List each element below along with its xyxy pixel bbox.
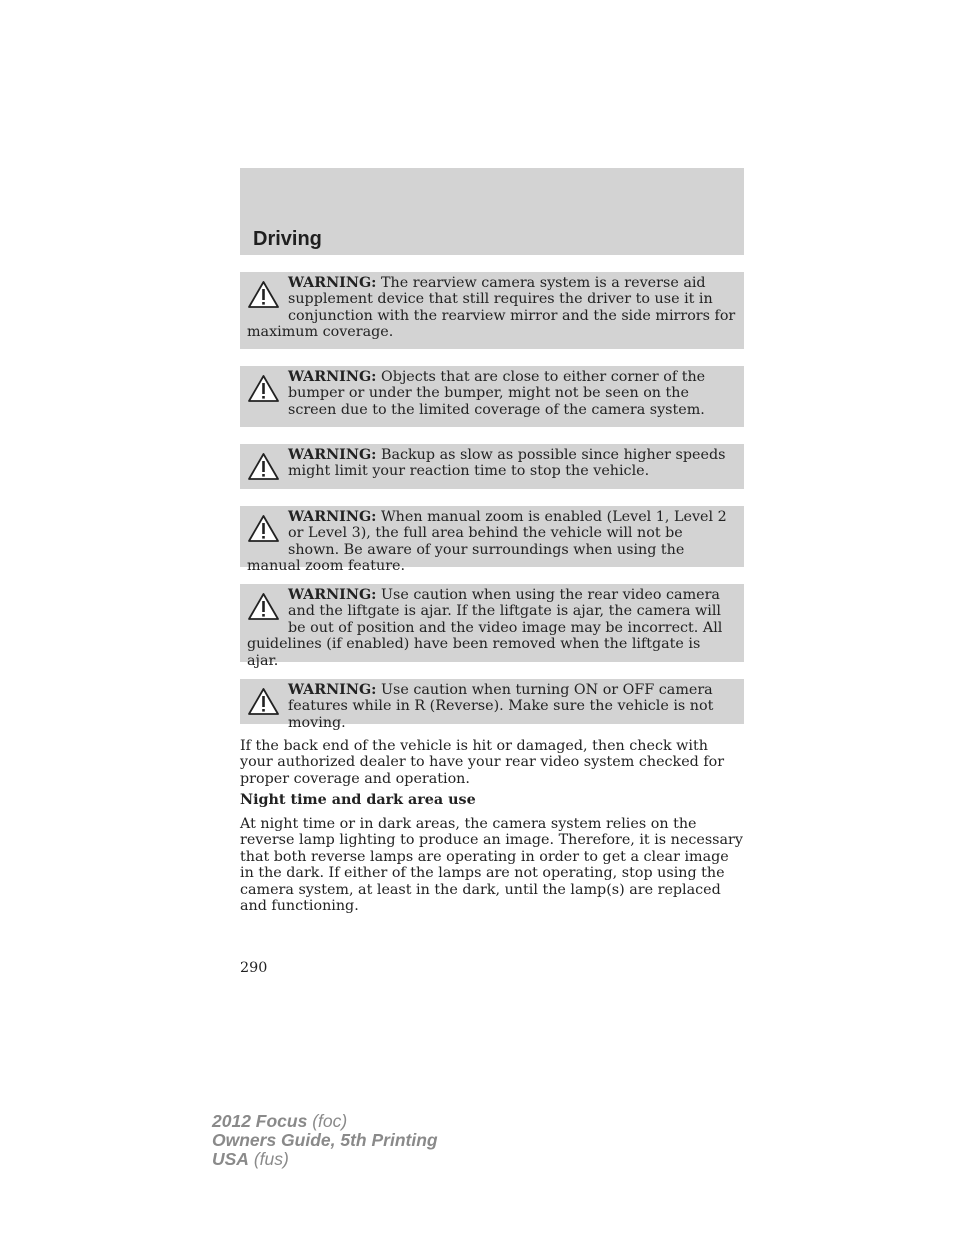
subheading: Night time and dark area use	[240, 792, 476, 808]
section-header	[240, 168, 744, 255]
footer-market-code: (fus)	[253, 1149, 289, 1169]
footer-market: USA	[212, 1149, 249, 1169]
footer-model-code: (foc)	[312, 1111, 348, 1131]
footer-line	[212, 1112, 438, 1131]
warning-triangle-icon	[247, 280, 280, 310]
warning-box	[240, 679, 744, 731]
footer-imprint	[212, 1112, 438, 1169]
warning-text: Objects that are close to either corner of the bumper or under the bumper, might not be seen on the screen due to the limited coverage of the camera system.	[288, 369, 706, 418]
warning-text: Backup as slow as possible since higher speeds might limit your reaction time to stop the vehicle.	[288, 447, 726, 480]
section-title: Driving	[253, 228, 322, 250]
body-paragraph: If the back end of the vehicle is hit or damaged, then check with your authorized dealer to have your rear video system checked for proper coverage and operation.	[240, 738, 725, 787]
warning-label: WARNING:	[288, 369, 377, 385]
warning-triangle-icon	[247, 374, 280, 404]
warning-text: Use caution when using the rear video camera and the liftgate is ajar. If the liftgate is ajar, the camera will be out of position and the video image may be incorrect. All guidelines (if enabled) have been removed when the liftgate is ajar.	[247, 587, 723, 669]
footer-line	[212, 1150, 438, 1169]
warning-label: WARNING:	[288, 587, 377, 603]
footer-line	[212, 1131, 438, 1150]
warning-triangle-icon	[247, 452, 280, 482]
warning-triangle-icon	[247, 687, 280, 717]
footer-model: 2012 Focus	[212, 1111, 308, 1131]
warning-text: When manual zoom is enabled (Level 1, Level 2 or Level 3), the full area behind the vehicle will not be shown. Be aware of your surroundings when using the manual zoom feature.	[247, 509, 727, 575]
warning-label: WARNING:	[288, 275, 377, 291]
warning-triangle-icon	[247, 514, 280, 544]
footer-guide: Owners Guide, 5th Printing	[212, 1130, 438, 1150]
warning-box	[240, 366, 744, 427]
body-paragraph: At night time or in dark areas, the camera system relies on the reverse lamp lighting to produce an image. Therefore, it is necessary that both reverse lamps are operating in order to get a clear image in the dark. If either of the lamps are not operating, stop using the camera system, at least in the dark, until the lamp(s) are replaced and functioning.	[240, 816, 743, 915]
page-number: 290	[240, 960, 268, 976]
warning-label: WARNING:	[288, 509, 377, 525]
warning-box	[240, 506, 744, 575]
warning-box	[240, 272, 744, 349]
warning-text: Use caution when turning ON or OFF camera features while in R (Reverse). Make sure the vehicle is not moving.	[288, 682, 714, 731]
warning-triangle-icon	[247, 592, 280, 622]
warning-text: The rearview camera system is a reverse aid supplement device that still requires the driver to use it in conjunction with the rearview mirror and the side mirrors for maximum coverage.	[247, 275, 736, 341]
warning-label: WARNING:	[288, 447, 377, 463]
warning-box	[240, 444, 744, 489]
warning-label: WARNING:	[288, 682, 377, 698]
warning-box	[240, 584, 744, 669]
